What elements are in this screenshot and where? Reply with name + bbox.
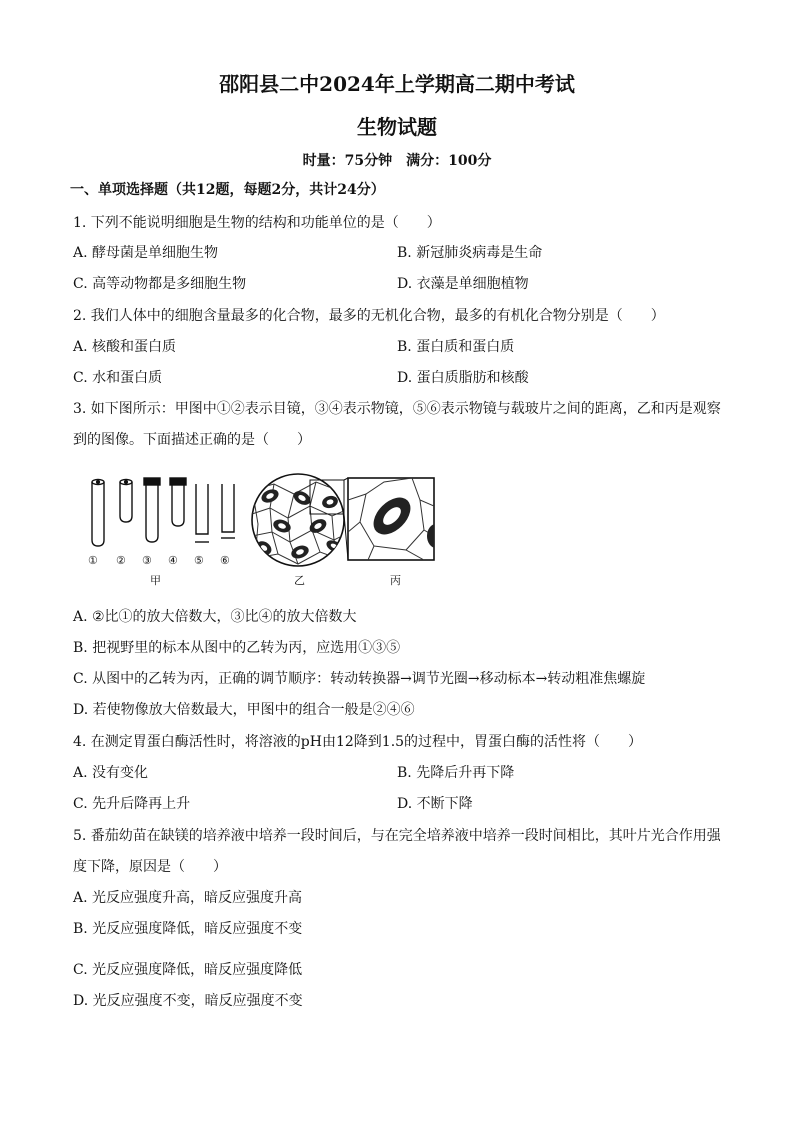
label-3: ③ xyxy=(142,554,152,567)
question-3-option-c: C. 从图中的乙转为丙，正确的调节顺序：转动转换器→调节光圈→移动标本→转动粗准焦螺旋 xyxy=(73,671,646,687)
question-3-stem-line1: 3. 如下图所示：甲图中①②表示目镜，③④表示物镜，⑤⑥表示物镜与载玻片之间的距离，乙和丙是观察 xyxy=(73,401,721,417)
question-5-option-d: D. 光反应强度不变，暗反应强度不变 xyxy=(73,993,303,1009)
question-4-stem: 4. 在测定胃蛋白酶活性时，将溶液的pH由12降到1.5的过程中，胃蛋白酶的活性将（ ） xyxy=(73,734,643,750)
distance-6-icon xyxy=(221,484,235,538)
question-2-option-a: A. 核酸和蛋白质 xyxy=(73,339,177,355)
question-3-option-a: A. ②比①的放大倍数大，③比④的放大倍数大 xyxy=(73,609,357,625)
question-1-stem: 1. 下列不能说明细胞是生物的结构和功能单位的是（ ） xyxy=(73,215,441,231)
question-5-option-a: A. 光反应强度升高，暗反应强度升高 xyxy=(73,890,303,906)
question-2-option-b: B. 蛋白质和蛋白质 xyxy=(397,339,515,355)
question-2-option-d: D. 蛋白质脂肪和核酸 xyxy=(397,370,529,386)
exam-title: 邵阳县二中2024年上学期高二期中考试 xyxy=(219,72,575,96)
label-1: ① xyxy=(88,554,98,567)
subject-title: 生物试题 xyxy=(357,115,437,139)
label-2: ② xyxy=(116,554,126,567)
question-1-option-b: B. 新冠肺炎病毒是生命 xyxy=(397,245,543,261)
microscope-figure xyxy=(84,470,444,590)
question-2-option-c: C. 水和蛋白质 xyxy=(73,370,163,386)
question-4-option-c: C. 先升后降再上升 xyxy=(73,796,191,812)
question-5-stem-line1: 5. 番茄幼苗在缺镁的培养液中培养一段时间后，与在完全培养液中培养一段时间相比，其叶片光合作用强 xyxy=(73,828,721,844)
eyepiece-2-icon xyxy=(120,480,132,523)
caption-bing: 丙 xyxy=(390,574,401,587)
view-yi-icon xyxy=(252,474,346,566)
distance-5-icon xyxy=(195,484,209,542)
eyepiece-1-icon xyxy=(92,480,104,547)
objective-4-icon xyxy=(170,478,186,526)
question-1-option-a: A. 酵母菌是单细胞生物 xyxy=(73,245,219,261)
question-4-option-d: D. 不断下降 xyxy=(397,796,473,812)
question-4-option-a: A. 没有变化 xyxy=(73,765,149,781)
question-2-stem: 2. 我们人体中的细胞含量最多的化合物，最多的无机化合物，最多的有机化合物分别是（ ） xyxy=(73,308,665,324)
caption-yi: 乙 xyxy=(294,574,305,587)
objective-3-icon xyxy=(144,478,160,542)
question-3-option-d: D. 若使物像放大倍数最大，甲图中的组合一般是②④⑥ xyxy=(73,702,415,718)
question-5-option-c: C. 光反应强度降低，暗反应强度降低 xyxy=(73,962,303,978)
question-5-option-b: B. 光反应强度降低，暗反应强度不变 xyxy=(73,921,303,937)
question-5-stem-line2: 度下降，原因是（ ） xyxy=(73,859,227,875)
label-4: ④ xyxy=(168,554,178,567)
view-bing-icon xyxy=(348,478,444,560)
caption-jia: 甲 xyxy=(150,574,161,587)
label-6: ⑥ xyxy=(220,554,230,567)
question-3-option-b: B. 把视野里的标本从图中的乙转为丙，应选用①③⑤ xyxy=(73,640,401,656)
question-4-option-b: B. 先降后升再下降 xyxy=(397,765,515,781)
section-heading: 一、单项选择题（共12题，每题2分，共计24分） xyxy=(70,182,385,198)
question-1-option-c: C. 高等动物都是多细胞生物 xyxy=(73,276,247,292)
question-1-option-d: D. 衣藻是单细胞植物 xyxy=(397,276,529,292)
exam-info: 时量：75分钟 满分：100分 xyxy=(302,153,492,169)
label-5: ⑤ xyxy=(194,554,204,567)
question-3-stem-line2: 到的图像。下面描述正确的是（ ） xyxy=(73,432,311,448)
